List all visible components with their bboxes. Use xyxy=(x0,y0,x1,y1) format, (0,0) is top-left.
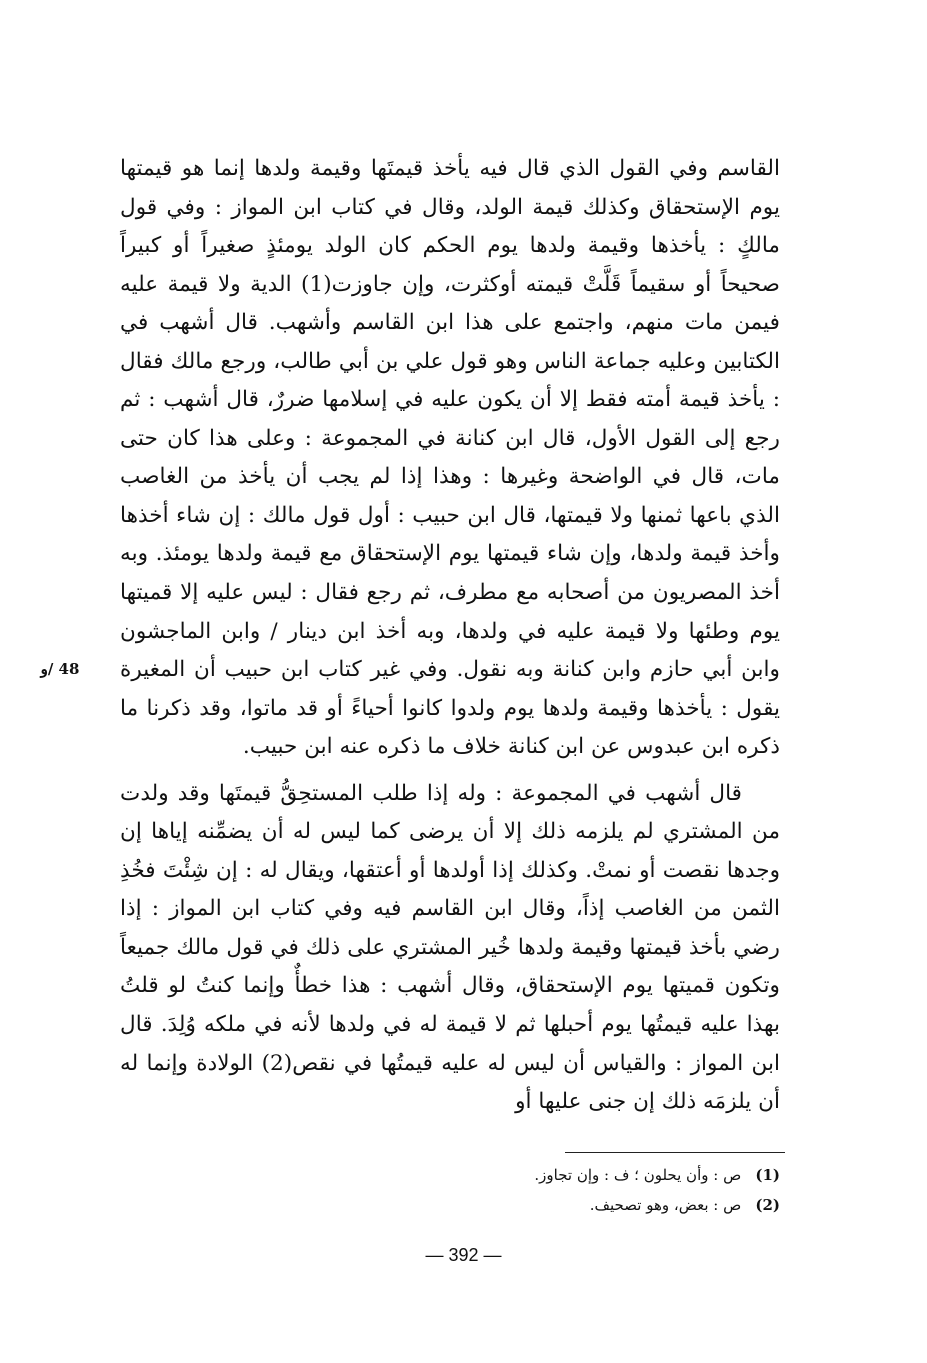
text-line: رجع فقال : ليس عليه إلا قميتها يوم وطئها ولا قيمة عليه في ولدها، وبه أخذ ابن xyxy=(120,580,780,644)
text-line: المشتري لم يلزمه ذلك إلا أن يرضى كما ليس له أن يضمِّنه إياها إن وجدها نقصت xyxy=(120,819,781,883)
main-text xyxy=(120,150,780,1122)
manuscript-folio-note: 48 /و xyxy=(40,660,80,678)
footnote-1 xyxy=(120,1160,780,1190)
paragraph-1 xyxy=(120,150,780,767)
footnote-text: ص : بعض، وهو تصحيف. xyxy=(589,1196,742,1214)
text-line: دينار / وابن الماجشون وابن أبي حازم وابن كنانة وبه نقول. وفي غير كتاب ابن xyxy=(120,618,780,683)
text-line: أول قول مالك : إن شاء أخذها وأخذ قيمة ولدها، وإن شاء قيمتها يوم xyxy=(120,502,780,567)
text-line: القاسم وفي القول الذي قال فيه يأخذ قيمتَها وقيمة ولدها إنما هو قيمتها يوم xyxy=(120,156,780,220)
footnote-number: (2) xyxy=(755,1196,780,1214)
text-line: الإستحقاق وكذلك قيمة الولد، وقال في كتاب ابن المواز : وفي قول مالكٍ : xyxy=(120,194,780,259)
text-line: ليس له عليه قيمتُها في نقص(2) الولادة وإنما له أن يلزمَه ذلك إن جنى عليها أو xyxy=(120,1050,780,1115)
footnote-2 xyxy=(120,1190,780,1220)
text-line: الإستحقاق مع قيمة ولدها يومئذ. وبه أخذ المصريون من أصحابه مع مطرف، ثم xyxy=(120,541,780,606)
footnote-text: ص : وأن يحلون ؛ ف : وإن تجاوز. xyxy=(534,1166,742,1184)
text-line: الناس وهو قول علي بن أبي طالب، ورجع مالك فقال : يأخذ قيمة أمته فقط إلا xyxy=(120,348,780,413)
footnote-divider xyxy=(565,1152,785,1153)
text-line: أن يكون عليه في إسلامها ضررٌ، قال أشهب : ثم رجع إلى القول الأول، قال ابن xyxy=(120,387,780,451)
text-line: أو نمتْ. وكذلك إذا أولدها أو أعتقها، ويقال له : إن شِئْتَ فخُذِ الثمن من xyxy=(120,857,780,922)
paragraph-2 xyxy=(120,775,780,1122)
text-line: واجتمع على هذا ابن القاسم وأشهب. قال أشهب في الكتابين وعليه جماعة xyxy=(120,310,780,374)
text-line: كنانة في المجموعة : وعلى هذا كان حتى مات، قال في الواضحة وغيرها : وهذا xyxy=(120,425,781,490)
text-line: سقيماً قَلَّتْ قيمته أوكثرت، وإن جاوزت(1) الدية ولا قيمة عليه فيمن مات منهم، xyxy=(120,271,780,336)
text-line: أحبلها ثم لا قيمة له في ولدها لأنه في ملكه وُلِدَ. قال ابن المواز : والقياس أن xyxy=(120,1012,780,1076)
text-line: الإستحقاق، وقال أشهب : هذا خطأٌ وإنما كنتُ لو قلتُ بهذا عليه قيمتُها يوم xyxy=(120,973,780,1038)
text-line: حبيب أن المغيرة يقول : يأخذها وقيمة ولدها يوم ولدوا كانوا أحياءً أو قد ماتوا، xyxy=(120,657,780,721)
text-line: وقد ذكرنا ما ذكره ابن عبدوس عن ابن كنانة خلاف ما ذكره عنه ابن حبيب. xyxy=(120,695,780,760)
footnotes xyxy=(120,1160,780,1220)
text-line: الغاصب إذاً، وقال ابن القاسم فيه وفي كتاب ابن المواز : إذا رضي بأخذ قيمتها xyxy=(120,896,780,960)
text-line: قال أشهب في المجموعة : وله إذا طلب المستحِقُّ قيمتَها وقد ولدت من xyxy=(120,780,781,845)
text-line: يأخذها وقيمة ولدها يوم الحكم كان الولد يومئذٍ صغيراً أو كبيراً صحيحاً أو xyxy=(120,233,781,297)
page-number: — 392 — xyxy=(425,1245,502,1265)
text-line: وقيمة ولدها خُير المشتري على ذلك في قول مالك جميعاً وتكون قميتها يوم xyxy=(120,934,780,999)
footnote-number: (1) xyxy=(755,1166,780,1184)
text-line: إذا لم يجب أن يأخذ من الغاصب الذي باعها ثمنها ولا قيمتها، قال ابن حبيب : xyxy=(120,464,781,528)
